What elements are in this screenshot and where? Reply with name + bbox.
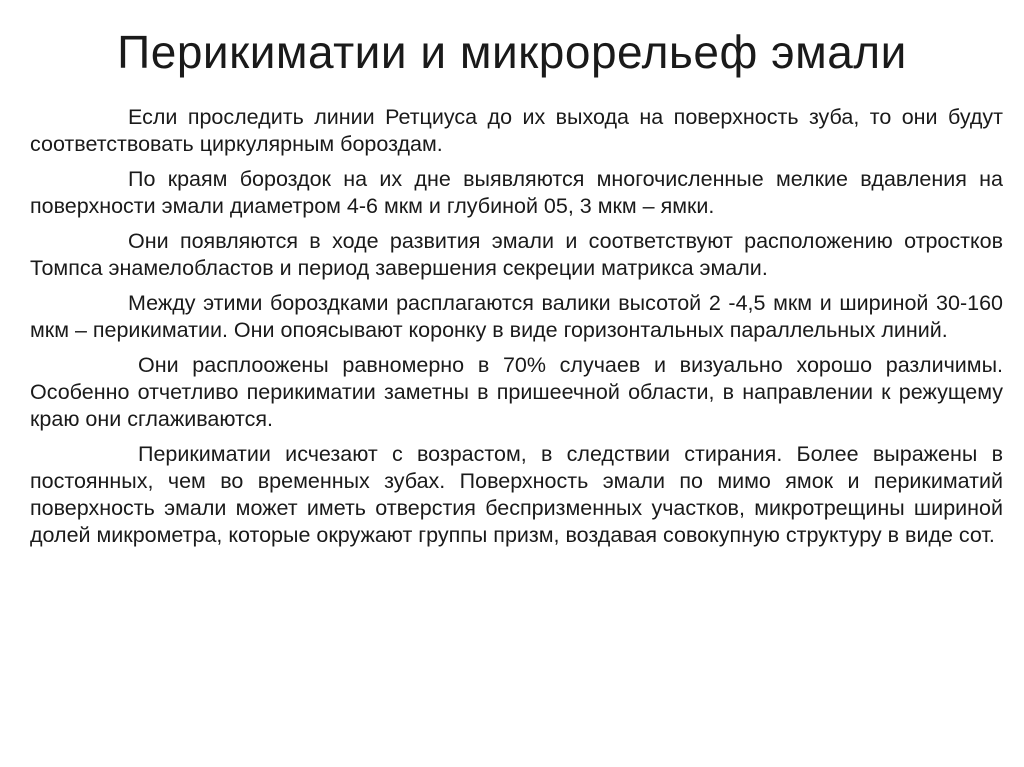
paragraph-enamel-pits: По краям бороздок на их дне выявляются многочисленные мелкие вдавления на поверхности эмали диаметром 4-6 мкм и глубиной 05, 3 мкм – ямки. (30, 167, 1003, 218)
slide-title: Перикиматии и микрорельеф эмали (117, 26, 907, 78)
paragraph-tomes-processes: Они появляются в ходе развития эмали и соответствуют расположению отростков Томпса энамелобластов и период завершения секреции матрикса эмали. (30, 229, 1003, 280)
slide-body (30, 104, 1003, 557)
paragraph-perikymata-ridges: Между этими бороздками расплагаются валики высотой 2 -4,5 мкм и шириной 30-160 мкм – перикиматии. Они опоясывают коронку в виде горизонтальных параллельных линий. (30, 291, 1003, 342)
paragraph-perikymata-distribution: Они расплоожены равномерно в 70% случаев и визуально хорошо различимы. Особенно отчетливо перикиматии заметны в пришеечной области, в направлении к режущему краю они сглаживаются. (30, 353, 1003, 431)
paragraph-perikymata-age: Перикиматии исчезают с возрастом, в следствии стирания. Более выражены в постоянных, чем во временных зубах. Поверхность эмали по мимо ямок и перикиматий поверхность эмали может иметь отверстия беспризменных участков, микротрещины шириной долей микрометра, которые окружают группы призм, воздавая совокупную структуру в виде сот. (30, 442, 1003, 547)
paragraph-retzius-lines: Если проследить линии Ретциуса до их выхода на поверхность зуба, то они будут соответствовать циркулярным бороздам. (30, 105, 1003, 156)
